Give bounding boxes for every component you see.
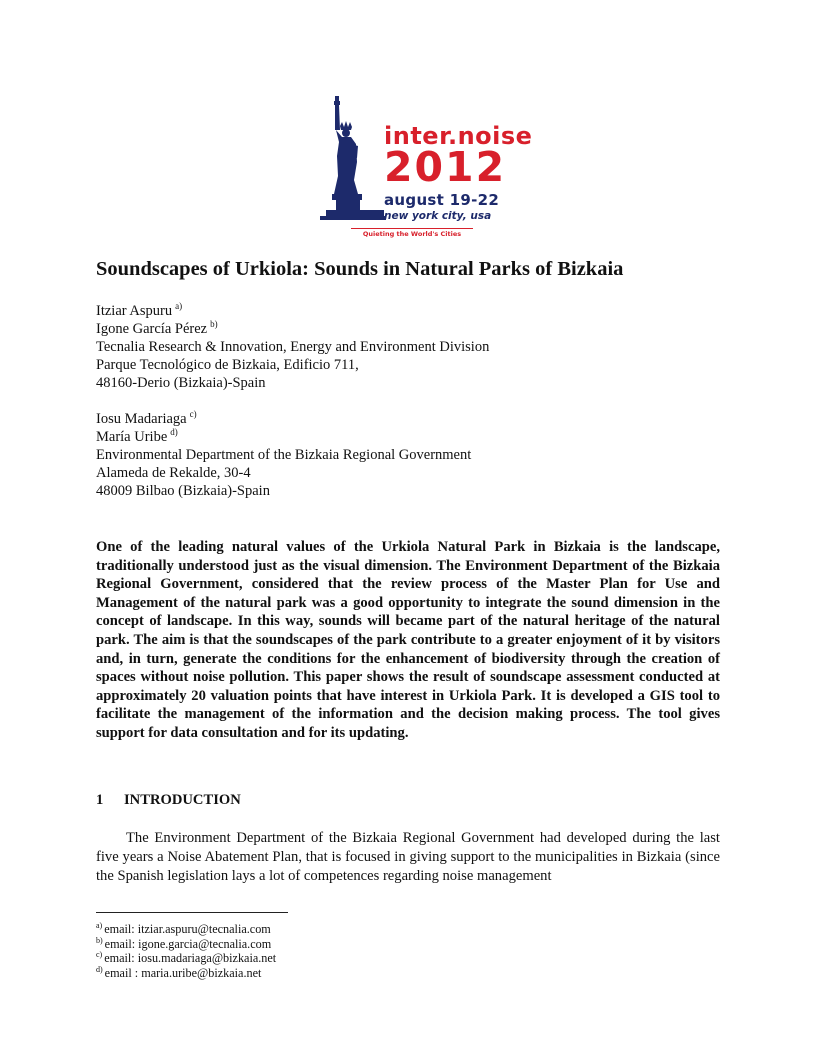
logo-dates: august 19-22 (384, 191, 500, 209)
author: Itziar Aspuru $^{a)}$ (96, 301, 183, 319)
intro-paragraph: The Environment Department of the Bizkaia Regional Government had developed during the last five years a Noise Abatement Plan, that is focused in giving support to the municipalities in Bizkaia (since the Spanish legislation lays a lot of competences regarding noise management (96, 830, 720, 884)
logo-year: 2012 (384, 143, 507, 191)
author: Igone García Pérez $^{b)}$ (96, 319, 218, 337)
statue-of-liberty-icon (318, 96, 388, 226)
paper-title: Soundscapes of Urkiola: Sounds in Natural Parks of Bizkaia (96, 258, 624, 280)
author-group-2 (96, 410, 471, 500)
footnote: $^{d)}$ email : maria.uribe@bizkaia.net (96, 964, 262, 980)
author-group-1 (96, 302, 489, 392)
footnote-mark: a) (175, 301, 183, 311)
abstract: One of the leading natural values of the Urkiola Natural Park in Bizkaia is the landscape, traditionally understood just as the visual dimension. The Environment Department of the Bizkaia Regional Government, considered that the review process of the Master Plan for Use and Management of the natural park was a good opportunity to integrate the sound dimension in the concept of landscape. In this way, sounds will became part of the natural heritage of the natural park. The aim is that the soundscapes of the park contribute to a greater enjoyment of it by visitors and, in turn, generate the conditions for the enhancement of biodiversity through the creation of spaces without noise pollution. This paper shows the result of soundscape assessment conducted at approximately 20 valuation points that have interest in Urkiola Park. It is developed a GIS tool to facilitate the management of the information and the decision making process. The tool gives support for data consultation and for its updating. (96, 539, 720, 741)
author: María Uribe $^{d)}$ (96, 427, 178, 445)
author: Iosu Madariaga $^{c)}$ (96, 409, 197, 427)
footnotes (96, 922, 276, 980)
footnote: $^{c)}$ email: iosu.madariaga@bizkaia.net (96, 950, 277, 966)
footnote: $^{a)}$ email: itziar.aspuru@tecnalia.com (96, 921, 271, 936)
footnote-mark: b) (210, 319, 218, 329)
section-heading (96, 792, 241, 809)
affiliation-line: Tecnalia Research & Innovation, Energy and Environment Division (96, 339, 490, 355)
affiliation-line: Alameda de Rekalde, 30-4 (96, 465, 251, 481)
affiliation-line: 48160-Derio (Bizkaia)-Spain (96, 375, 266, 391)
conference-logo (318, 96, 533, 244)
section-title: INTRODUCTION (124, 792, 241, 808)
affiliation-line: Parque Tecnológico de Bizkaia, Edificio 711, (96, 357, 359, 373)
logo-brand: inter.noise (384, 122, 533, 150)
footnote-divider (96, 912, 288, 913)
footnote: $^{b)}$ email: igone.garcia@tecnalia.com (96, 935, 272, 951)
footnote-mark: d) (170, 427, 178, 437)
affiliation-line: 48009 Bilbao (Bizkaia)-Spain (96, 483, 270, 499)
section-number: 1 (96, 792, 104, 808)
logo-city: new york city, usa (384, 210, 492, 222)
footnote-mark: c) (189, 409, 197, 419)
affiliation-line: Environmental Department of the Bizkaia Regional Government (96, 447, 472, 463)
logo-tagline: Quieting the World's Cities (351, 228, 473, 239)
